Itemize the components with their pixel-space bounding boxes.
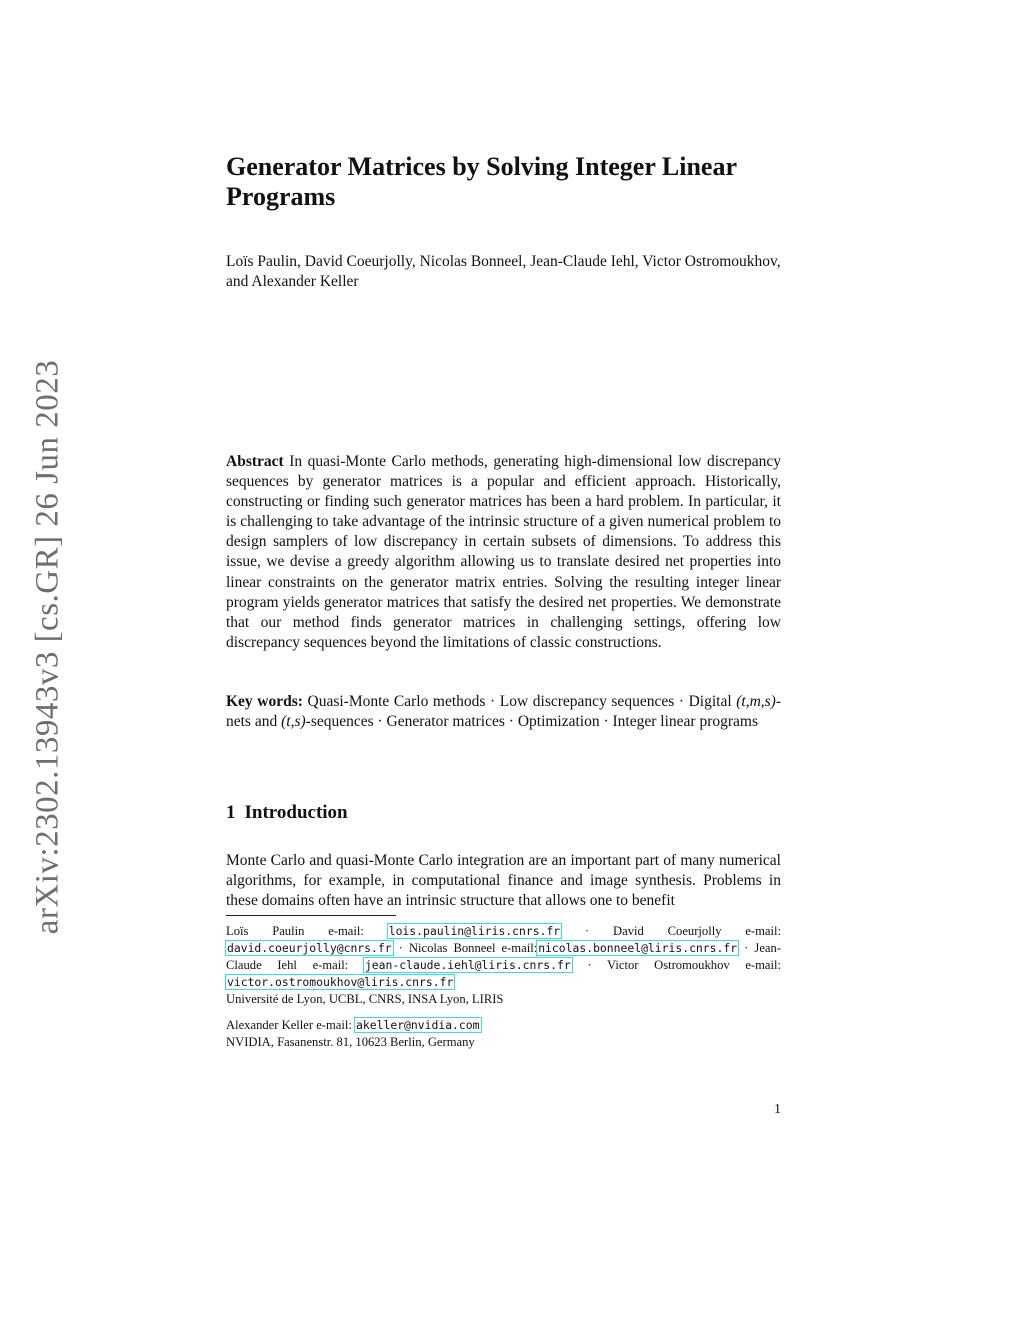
footnote-text: · Nicolas Bonneel e-mail: (398, 941, 538, 955)
keywords-math-ts: (t,s) (281, 713, 306, 731)
footnote-email-keller (226, 1017, 781, 1034)
email-link-iehl[interactable]: jean-claude.iehl@liris.cnrs.fr (364, 958, 571, 972)
footnotes (226, 923, 781, 1051)
email-link-paulin[interactable]: lois.paulin@liris.cnrs.fr (388, 924, 561, 938)
abstract (226, 452, 781, 653)
keywords-text-1: Quasi-Monte Carlo methods · Low discrepancy sequences · Digital (307, 693, 732, 710)
footnote-divider (226, 915, 396, 916)
section-number: 1 (226, 802, 236, 823)
footnote-text: · Jean-Claude Iehl e-mail: (226, 941, 781, 972)
keywords-math-tms: (t,m,s) (736, 693, 776, 710)
page-number: 1 (774, 1102, 781, 1117)
section-title: Introduction (244, 802, 348, 823)
footnote-text: · David Coeurjolly e-mail: (585, 924, 781, 938)
email-link-bonneel[interactable]: nicolas.bonneel@liris.cnrs.fr (538, 941, 738, 955)
footnote-emails (226, 923, 781, 991)
affiliation-liris: Université de Lyon, UCBL, CNRS, INSA Lyon, LIRIS (226, 992, 504, 1006)
footnote-text: Loïs Paulin e-mail: (226, 924, 364, 938)
keywords (226, 692, 781, 732)
paper-title: Generator Matrices by Solving Integer Linear Programs (226, 152, 737, 211)
abstract-label: Abstract (226, 453, 284, 470)
introduction-paragraph: Monte Carlo and quasi-Monte Carlo integration are an important part of many numerical algorithms, for example, in computational finance and image synthesis. Problems in these domains often have an intrinsic structure that allows one to benefit (226, 852, 781, 910)
keywords-label: Key words: (226, 693, 303, 710)
email-link-keller[interactable]: akeller@nvidia.com (356, 1018, 480, 1032)
affiliation-nvidia: NVIDIA, Fasanenstr. 81, 10623 Berlin, Germany (226, 1035, 475, 1049)
author-list: Loïs Paulin, David Coeurjolly, Nicolas Bonneel, Jean-Claude Iehl, Victor Ostromoukhov, and Alexander Keller (226, 253, 781, 290)
footnote-spacer (226, 1008, 781, 1017)
keywords-text-2: -nets and (226, 693, 782, 731)
section-heading-introduction (226, 802, 781, 824)
footnote-text: · Victor Ostromoukhov e-mail: (587, 958, 782, 972)
email-link-ostromoukhov[interactable]: victor.ostromoukhov@liris.cnrs.fr (227, 975, 454, 989)
keywords-text-3: -sequences · Generator matrices · Optimization · Integer linear programs (305, 713, 758, 731)
footnote-text: Alexander Keller e-mail: (226, 1018, 352, 1032)
email-link-coeurjolly[interactable]: david.coeurjolly@cnrs.fr (227, 941, 392, 955)
abstract-text: In quasi-Monte Carlo methods, generating high-dimensional low discrepancy sequences by generator matrices is a popular and efficient approach. Historically, constructing or finding such generator matrices has been a hard problem. In particular, it is challenging to take advantage of the intrinsic structure of a given numerical problem to design samplers of low discrepancy in certain subsets of dimensions. To address this issue, we devise a greedy algorithm allowing us to translate desired net properties into linear constraints on the generator matrix entries. Solving the resulting integer linear program yields generator matrices that satisfy the desired net properties. We demonstrate that our method finds generator matrices in challenging settings, offering low discrepancy sequences beyond the limitations of classic constructions. (226, 453, 782, 651)
arxiv-stamp: arXiv:2302.13943v3 [cs.GR] 26 Jun 2023 (29, 359, 66, 935)
